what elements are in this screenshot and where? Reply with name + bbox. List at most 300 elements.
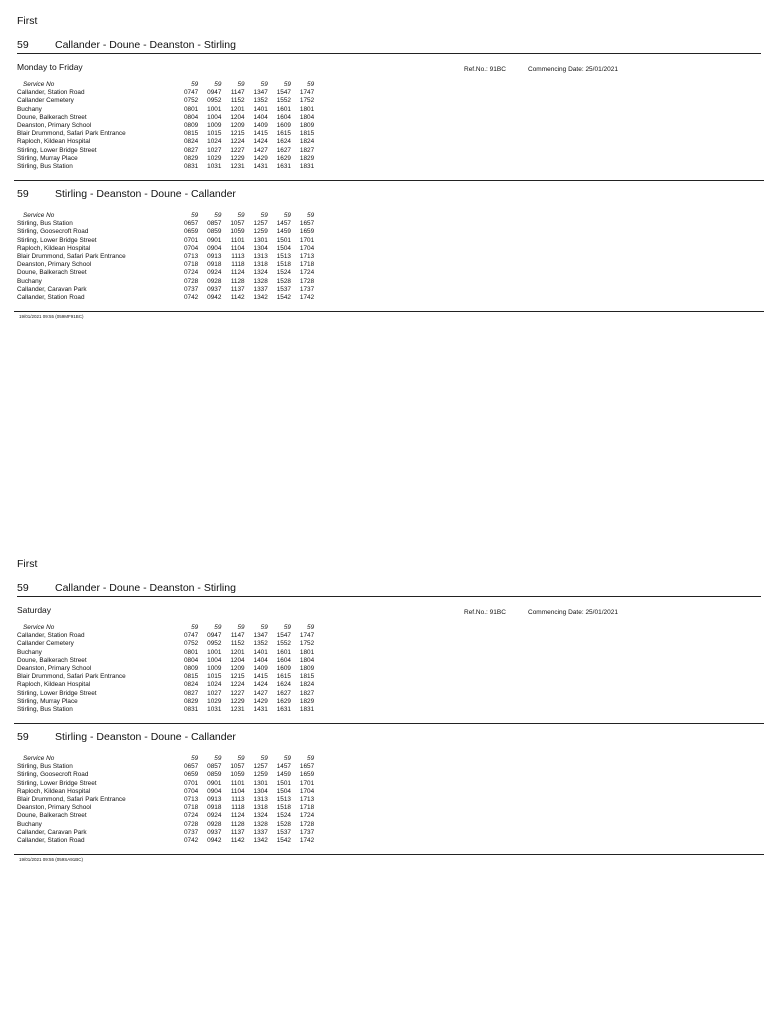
reference-number: Ref.No.: 91BC	[464, 66, 506, 73]
departure-time: 1724	[299, 269, 315, 277]
departure-time: 1201	[230, 648, 245, 656]
stop-name: Callander, Caravan Park	[17, 285, 87, 293]
departure-time: 1815	[299, 673, 315, 681]
departure-time: 1337	[253, 828, 268, 836]
departure-time: 0713	[183, 253, 199, 261]
departure-time: 1304	[253, 787, 268, 795]
timetable-row	[17, 763, 314, 771]
departure-time: 1313	[253, 796, 268, 804]
service-number: 59	[237, 212, 245, 219]
departure-time: 1537	[276, 285, 291, 293]
departure-time: 1804	[299, 113, 315, 121]
service-number-row	[17, 624, 314, 632]
departure-time: 0809	[183, 122, 199, 130]
departure-time: 1101	[230, 236, 245, 244]
departure-time: 0942	[207, 294, 222, 302]
stop-name: Buchany	[17, 648, 42, 656]
timetable-row	[17, 261, 314, 269]
route-number: 59	[17, 39, 29, 51]
departure-time: 0829	[183, 697, 199, 705]
departure-time: 1431	[253, 163, 268, 171]
service-number: 59	[237, 81, 245, 88]
stop-name: Doune, Balkerach Street	[17, 113, 87, 121]
departure-time: 1615	[276, 673, 291, 681]
print-footer: 19/01/2021 09:55 (059MF91BC)	[19, 314, 84, 319]
departure-time: 1827	[299, 689, 315, 697]
departure-time: 1027	[207, 689, 222, 697]
departure-time: 1701	[299, 236, 315, 244]
departure-time: 0831	[183, 706, 199, 714]
stop-name: Stirling, Lower Bridge Street	[17, 689, 97, 697]
timetable-row	[17, 812, 314, 820]
departure-time: 1404	[253, 113, 268, 121]
stop-name: Blair Drummond, Safari Park Entrance	[17, 796, 126, 804]
departure-time: 1657	[299, 763, 315, 771]
departure-time: 1704	[299, 787, 315, 795]
timetable-row	[17, 821, 314, 829]
departure-time: 1259	[253, 771, 268, 779]
departure-time: 1204	[230, 656, 245, 664]
departure-time: 0857	[207, 763, 222, 771]
departure-time: 0829	[183, 154, 199, 162]
service-number: 59	[191, 755, 199, 762]
departure-time: 0937	[207, 828, 222, 836]
stop-name: Callander, Station Road	[17, 89, 85, 97]
operator-name: First	[17, 558, 38, 570]
timetable-row	[17, 837, 314, 845]
departure-time: 1015	[207, 130, 222, 138]
timetable-row	[17, 106, 314, 114]
section-divider	[14, 311, 764, 312]
departure-time: 1347	[253, 632, 268, 640]
departure-time: 1104	[230, 787, 245, 795]
stop-name: Callander Cemetery	[17, 97, 74, 105]
departure-time: 0952	[207, 640, 222, 648]
departure-time: 0724	[183, 812, 199, 820]
departure-time: 1629	[276, 697, 291, 705]
service-number: 59	[214, 212, 222, 219]
departure-time: 1627	[276, 146, 291, 154]
departure-time: 1627	[276, 689, 291, 697]
service-number: 59	[214, 81, 222, 88]
departure-time: 0859	[207, 228, 222, 236]
day-label: Saturday	[17, 605, 52, 615]
departure-time: 0809	[183, 665, 199, 673]
operator-name: First	[17, 15, 38, 27]
stop-name: Callander, Caravan Park	[17, 828, 87, 836]
departure-time: 1059	[230, 228, 245, 236]
stop-name: Deanston, Primary School	[17, 261, 92, 269]
departure-time: 1404	[253, 656, 268, 664]
departure-time: 1824	[299, 138, 315, 146]
stop-name: Stirling, Lower Bridge Street	[17, 146, 97, 154]
departure-time: 0737	[183, 285, 199, 293]
departure-time: 1528	[276, 820, 291, 828]
departure-time: 1524	[276, 269, 291, 277]
departure-time: 1659	[299, 771, 315, 779]
departure-time: 0824	[183, 138, 199, 146]
inbound-route-header	[17, 188, 761, 202]
timetable-row	[17, 97, 314, 105]
departure-time: 1547	[276, 632, 291, 640]
departure-time: 1209	[230, 665, 245, 673]
route-number: 59	[17, 188, 29, 200]
departure-time: 1209	[230, 122, 245, 130]
departure-time: 0904	[207, 787, 222, 795]
route-title: Stirling - Deanston - Doune - Callander	[55, 731, 236, 743]
departure-time: 0752	[183, 97, 199, 105]
departure-time: 1424	[253, 681, 268, 689]
departure-time: 0928	[207, 277, 222, 285]
service-number: 59	[283, 755, 291, 762]
departure-time: 1752	[299, 640, 315, 648]
departure-time: 1701	[299, 779, 315, 787]
departure-time: 1215	[230, 130, 245, 138]
departure-time: 1352	[253, 97, 268, 105]
inbound-timetable	[17, 212, 314, 302]
departure-time: 0752	[183, 640, 199, 648]
timetable-row	[17, 673, 314, 681]
timetable-row	[17, 796, 314, 804]
stop-name: Stirling, Bus Station	[17, 763, 73, 771]
timetable-row	[17, 278, 314, 286]
departure-time: 1224	[230, 138, 245, 146]
departure-time: 1324	[253, 269, 268, 277]
departure-time: 0657	[183, 220, 199, 228]
departure-time: 1128	[230, 277, 245, 285]
stop-name: Stirling, Lower Bridge Street	[17, 779, 97, 787]
departure-time: 1024	[207, 681, 222, 689]
timetable-row	[17, 147, 314, 155]
departure-time: 1118	[231, 804, 245, 812]
departure-time: 1401	[253, 105, 268, 113]
departure-time: 1015	[207, 673, 222, 681]
outbound-route-header	[17, 582, 761, 597]
timetable-row	[17, 829, 314, 837]
departure-time: 0901	[207, 236, 222, 244]
departure-time: 1624	[276, 681, 291, 689]
service-number: 59	[237, 624, 245, 631]
departure-time: 1742	[299, 294, 315, 302]
timetable-row	[17, 89, 314, 97]
departure-time: 1142	[230, 294, 245, 302]
outbound-timetable	[17, 624, 314, 714]
timetable-row	[17, 690, 314, 698]
departure-time: 0924	[207, 269, 222, 277]
departure-time: 0724	[183, 269, 199, 277]
departure-time: 0942	[207, 837, 222, 845]
departure-time: 1029	[207, 154, 222, 162]
departure-time: 1004	[207, 113, 222, 121]
departure-time: 1227	[230, 146, 245, 154]
departure-time: 1342	[253, 294, 268, 302]
departure-time: 0827	[183, 689, 199, 697]
departure-time: 1318	[253, 261, 268, 269]
departure-time: 1815	[299, 130, 315, 138]
departure-time: 1009	[207, 665, 222, 673]
departure-time: 0924	[207, 812, 222, 820]
departure-time: 1027	[207, 146, 222, 154]
service-number: 59	[260, 624, 268, 631]
service-number: 59	[283, 212, 291, 219]
departure-time: 0713	[183, 796, 199, 804]
departure-time: 1124	[230, 812, 245, 820]
departure-time: 0913	[207, 796, 222, 804]
departure-time: 1718	[299, 804, 315, 812]
section-divider	[14, 854, 764, 855]
departure-time: 1352	[253, 640, 268, 648]
departure-time: 0918	[207, 804, 222, 812]
departure-time: 1537	[276, 828, 291, 836]
departure-time: 1604	[276, 656, 291, 664]
departure-time: 1547	[276, 89, 291, 97]
departure-time: 1304	[253, 244, 268, 252]
departure-time: 1342	[253, 837, 268, 845]
departure-time: 0901	[207, 779, 222, 787]
departure-time: 0824	[183, 681, 199, 689]
stop-name: Stirling, Bus Station	[17, 163, 73, 171]
departure-time: 1629	[276, 154, 291, 162]
departure-time: 0827	[183, 146, 199, 154]
departure-time: 1501	[276, 779, 291, 787]
departure-time: 1401	[253, 648, 268, 656]
departure-time: 0952	[207, 97, 222, 105]
departure-time: 1057	[230, 763, 245, 771]
departure-time: 1147	[230, 89, 245, 97]
day-label: Monday to Friday	[17, 62, 83, 72]
service-number: 59	[214, 624, 222, 631]
departure-time: 0937	[207, 285, 222, 293]
departure-time: 1142	[230, 837, 245, 845]
section-divider	[14, 180, 764, 181]
stop-name: Blair Drummond, Safari Park Entrance	[17, 130, 126, 138]
departure-time: 1804	[299, 656, 315, 664]
departure-time: 0815	[183, 673, 199, 681]
departure-time: 0659	[183, 771, 199, 779]
timetable-row	[17, 245, 314, 253]
timetable-row	[17, 804, 314, 812]
departure-time: 0704	[183, 787, 199, 795]
departure-time: 0718	[183, 261, 199, 269]
stop-name: Stirling, Bus Station	[17, 706, 73, 714]
departure-time: 1431	[253, 706, 268, 714]
departure-time: 1001	[207, 648, 222, 656]
departure-time: 1542	[276, 294, 291, 302]
service-number-row	[17, 212, 314, 220]
departure-time: 0913	[207, 253, 222, 261]
departure-time: 1831	[299, 706, 315, 714]
departure-time: 1609	[276, 122, 291, 130]
stop-name: Deanston, Primary School	[17, 122, 92, 130]
service-number: 59	[191, 624, 199, 631]
departure-time: 1427	[253, 689, 268, 697]
stop-name: Callander, Station Road	[17, 632, 85, 640]
route-title: Callander - Doune - Deanston - Stirling	[55, 582, 236, 594]
departure-time: 1031	[207, 706, 222, 714]
stop-name: Stirling, Murray Place	[17, 697, 78, 705]
commencing-date: Commencing Date: 25/01/2021	[528, 609, 618, 616]
departure-time: 1631	[276, 706, 291, 714]
departure-time: 1337	[253, 285, 268, 293]
departure-time: 1737	[299, 285, 315, 293]
departure-time: 0947	[207, 632, 222, 640]
departure-time: 1747	[299, 632, 315, 640]
departure-time: 1524	[276, 812, 291, 820]
timetable-row	[17, 788, 314, 796]
departure-time: 0747	[183, 89, 199, 97]
departure-time: 1728	[299, 277, 315, 285]
departure-time: 0859	[207, 771, 222, 779]
route-number: 59	[17, 731, 29, 743]
service-number: 59	[307, 81, 315, 88]
route-title: Callander - Doune - Deanston - Stirling	[55, 39, 236, 51]
departure-time: 1124	[230, 269, 245, 277]
departure-time: 1631	[276, 163, 291, 171]
timetable-row	[17, 780, 314, 788]
timetable-row	[17, 706, 314, 714]
stop-name: Blair Drummond, Safari Park Entrance	[17, 673, 126, 681]
departure-time: 1829	[299, 697, 315, 705]
departure-time: 0804	[183, 113, 199, 121]
departure-time: 1409	[253, 122, 268, 130]
departure-time: 1137	[230, 285, 245, 293]
departure-time: 0815	[183, 130, 199, 138]
timetable-row	[17, 657, 314, 665]
service-number: 59	[260, 212, 268, 219]
departure-time: 1724	[299, 812, 315, 820]
departure-time: 1104	[230, 244, 245, 252]
departure-time: 1659	[299, 228, 315, 236]
departure-time: 1427	[253, 146, 268, 154]
departure-time: 1604	[276, 113, 291, 121]
departure-time: 1459	[276, 771, 291, 779]
service-number: 59	[191, 81, 199, 88]
stop-name: Stirling, Bus Station	[17, 220, 73, 228]
departure-time: 1257	[253, 763, 268, 771]
departure-time: 1409	[253, 665, 268, 673]
departure-time: 0657	[183, 763, 199, 771]
departure-time: 1713	[299, 796, 315, 804]
departure-time: 1257	[253, 220, 268, 228]
stop-name: Raploch, Kildean Hospital	[17, 681, 91, 689]
departure-time: 1301	[253, 779, 268, 787]
service-number: 59	[214, 755, 222, 762]
service-number: 59	[307, 212, 315, 219]
departure-time: 1504	[276, 787, 291, 795]
departure-time: 1801	[299, 105, 315, 113]
timetable-row	[17, 665, 314, 673]
departure-time: 1809	[299, 665, 315, 673]
departure-time: 0701	[183, 779, 199, 787]
departure-time: 1001	[207, 105, 222, 113]
timetable-row	[17, 698, 314, 706]
departure-time: 1009	[207, 122, 222, 130]
departure-time: 1301	[253, 236, 268, 244]
departure-time: 1152	[230, 97, 245, 105]
timetable-row	[17, 155, 314, 163]
departure-time: 1615	[276, 130, 291, 138]
departure-time: 1831	[299, 163, 315, 171]
departure-time: 1737	[299, 828, 315, 836]
departure-time: 0742	[183, 294, 199, 302]
service-no-label: Service No	[23, 212, 55, 219]
departure-time: 1313	[253, 253, 268, 261]
departure-time: 1128	[230, 820, 245, 828]
departure-time: 1528	[276, 277, 291, 285]
service-number: 59	[307, 755, 315, 762]
departure-time: 1224	[230, 681, 245, 689]
reference-number: Ref.No.: 91BC	[464, 609, 506, 616]
departure-time: 0737	[183, 828, 199, 836]
departure-time: 0918	[207, 261, 222, 269]
departure-time: 0928	[207, 820, 222, 828]
departure-time: 1518	[276, 261, 291, 269]
stop-name: Callander, Station Road	[17, 837, 85, 845]
departure-time: 1201	[230, 105, 245, 113]
departure-time: 1229	[230, 697, 245, 705]
departure-time: 1059	[230, 771, 245, 779]
departure-time: 1728	[299, 820, 315, 828]
service-number: 59	[237, 755, 245, 762]
departure-time: 1118	[231, 261, 245, 269]
timetable-row	[17, 681, 314, 689]
departure-time: 0747	[183, 632, 199, 640]
departure-time: 1113	[231, 796, 245, 804]
service-number: 59	[307, 624, 315, 631]
service-number: 59	[191, 212, 199, 219]
timetable-row	[17, 640, 314, 648]
departure-time: 1657	[299, 220, 315, 228]
departure-time: 1101	[230, 779, 245, 787]
departure-time: 1624	[276, 138, 291, 146]
timetable-row	[17, 286, 314, 294]
service-number: 59	[283, 81, 291, 88]
stop-name: Stirling, Goosecroft Road	[17, 771, 89, 779]
stop-name: Deanston, Primary School	[17, 665, 92, 673]
departure-time: 0718	[183, 804, 199, 812]
departure-time: 1024	[207, 138, 222, 146]
stop-name: Callander, Station Road	[17, 294, 85, 302]
service-number-row	[17, 755, 314, 763]
stop-name: Doune, Balkerach Street	[17, 656, 87, 664]
service-no-label: Service No	[23, 81, 55, 88]
timetable-row	[17, 138, 314, 146]
departure-time: 1501	[276, 236, 291, 244]
section-divider	[14, 723, 764, 724]
departure-time: 0804	[183, 656, 199, 664]
departure-time: 1259	[253, 228, 268, 236]
timetable-row	[17, 632, 314, 640]
departure-time: 1231	[230, 706, 245, 714]
departure-time: 1459	[276, 228, 291, 236]
timetable-row	[17, 163, 314, 171]
departure-time: 1415	[253, 130, 268, 138]
commencing-date: Commencing Date: 25/01/2021	[528, 66, 618, 73]
departure-time: 1415	[253, 673, 268, 681]
departure-time: 1113	[231, 253, 245, 261]
timetable-row	[17, 294, 314, 302]
departure-time: 1609	[276, 665, 291, 673]
departure-time: 1147	[230, 632, 245, 640]
departure-time: 1152	[230, 640, 245, 648]
departure-time: 0701	[183, 236, 199, 244]
departure-time: 1347	[253, 89, 268, 97]
departure-time: 1318	[253, 804, 268, 812]
departure-time: 1324	[253, 812, 268, 820]
departure-time: 0728	[183, 277, 199, 285]
route-title: Stirling - Deanston - Doune - Callander	[55, 188, 236, 200]
departure-time: 0857	[207, 220, 222, 228]
